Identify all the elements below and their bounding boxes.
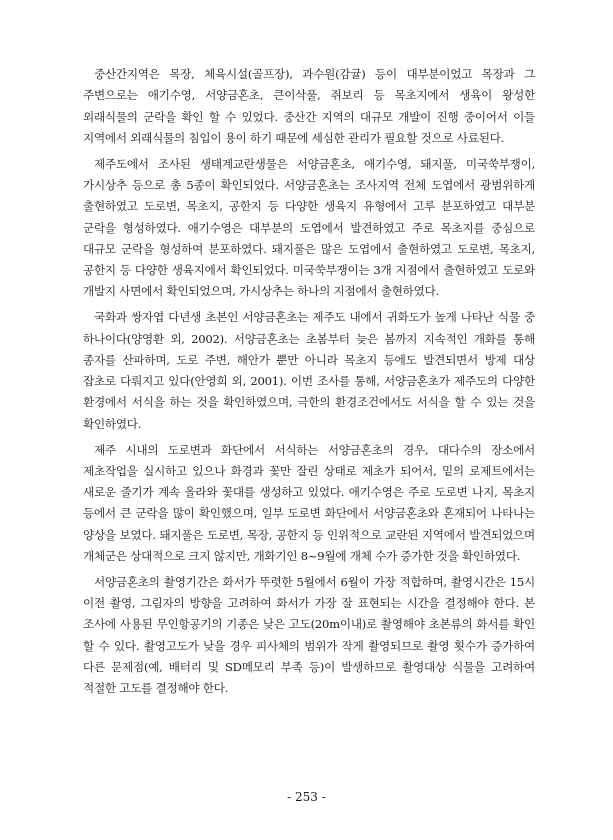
document-body [83, 64, 535, 704]
paragraph-city-roadside: 제주 시내의 도로변과 화단에서 서식하는 서양금혼초의 경우, 대다수의 장소에서 제초작업을 실시하고 있으나 화경과 꽃만 잘린 상태로 제초가 되어서, 밑의 로제트에서는 새로운 줄기가 계속 올라와 꽃대를 생성하고 있었다. 애기수영은 주로 도로변 나지, 목초지 등에서 큰 군락을 많이 확인했으며, 일부 도로변 화단에서 서양금혼초와 혼재되어 나타나는 양상을 보였다. 돼지풀은 도로변, 목장, 공한지 등 인위적으로 교란된 지역에서 발견되었으며 개체군은 상대적으로 크지 않지만, 개화기인 8~9월에 개체 수가 증가한 것을 확인하였다. [83, 442, 535, 564]
paragraph-hypochaeris-overview: 국화과 쌍자엽 다년생 초본인 서양금혼초는 제주도 내에서 귀화도가 높게 나타난 식물 중 하나이다(양영환 외, 2002). 서양금혼초는 초봄부터 늦은 봄까지 지속적인 개화를 통해 종자를 산파하며, 도로 주변, 해안가 뿐만 아니라 목초지 등에도 발견되면서 방제 대상 잡초로 다뤄지고 있다(안영희 외, 2001). 이번 조사를 통해, 서양금혼초가 제주도의 다양한 환경에서 서식을 하는 것을 확인하였으며, 극한의 환경조건에서도 서식을 할 수 있는 것을 확인하였다. [83, 310, 535, 431]
paragraph-drone-shooting: 서양금혼초의 촬영기간은 화서가 뚜렷한 5월에서 6월이 가장 적합하며, 촬영시간은 15시 이전 촬영, 그림자의 방향을 고려하여 화서가 가장 잘 표현되는 시간을 결정해야 한다. 본 조사에 사용된 무인항공기의 기종은 낮은 고도(20m이내)로 촬영해야 초본류의 화서를 확인 할 수 있다. 촬영고도가 낮을 경우 피사체의 범위가 작게 촬영되므로 촬영 횟수가 증가하여 다른 문제점(예, 배터리 및 SD메모리 부족 등)이 발생하므로 촬영대상 식물을 고려하여 적절한 고도를 결정해야 한다. [83, 574, 535, 696]
page-number: - 253 - [287, 790, 326, 804]
paragraph-midmountain: 중산간지역은 목장, 체육시설(골프장), 과수원(감귤) 등이 대부분이었고 목장과 그 주변으로는 애기수영, 서양금혼초, 큰이삭풀, 쥐보리 등 목초지에서 생육이 왕성한 외래식물의 군락을 확인 할 수 있었다. 중산간 지역의 대규모 개발이 진행 중이어서 이들 지역에서 외래식물의 침입이 용이 하기 때문에 세심한 관리가 필요할 것으로 사료된다. [83, 67, 535, 145]
paragraph-ecosystem-disturbing-species: 제주도에서 조사된 생태계교란생물은 서양금혼초, 애기수영, 돼지풀, 미국쑥부쟁이, 가시상추 등으로 총 5종이 확인되었다. 서양금혼초는 조사지역 전체 도엽에서 광범위하게 출현하였고 도로변, 목초지, 공한지 등 다양한 생육지 유형에서 고루 분포하였고 대부분 군락을 형성하였다. 애기수영은 대부분의 도엽에서 발견하였고 주로 목초지를 중심으로 대규모 군락을 형성하여 분포하였다. 돼지풀은 많은 도엽에서 출현하였고 도로변, 목초지, 공한지 등 다양한 생육지에서 확인되었다. 미국쑥부쟁이는 3개 지점에서 출현하였고 도로와 개발지 사면에서 확인되었으며, 가시상추는 하나의 지점에서 출현하였다. [83, 156, 535, 299]
